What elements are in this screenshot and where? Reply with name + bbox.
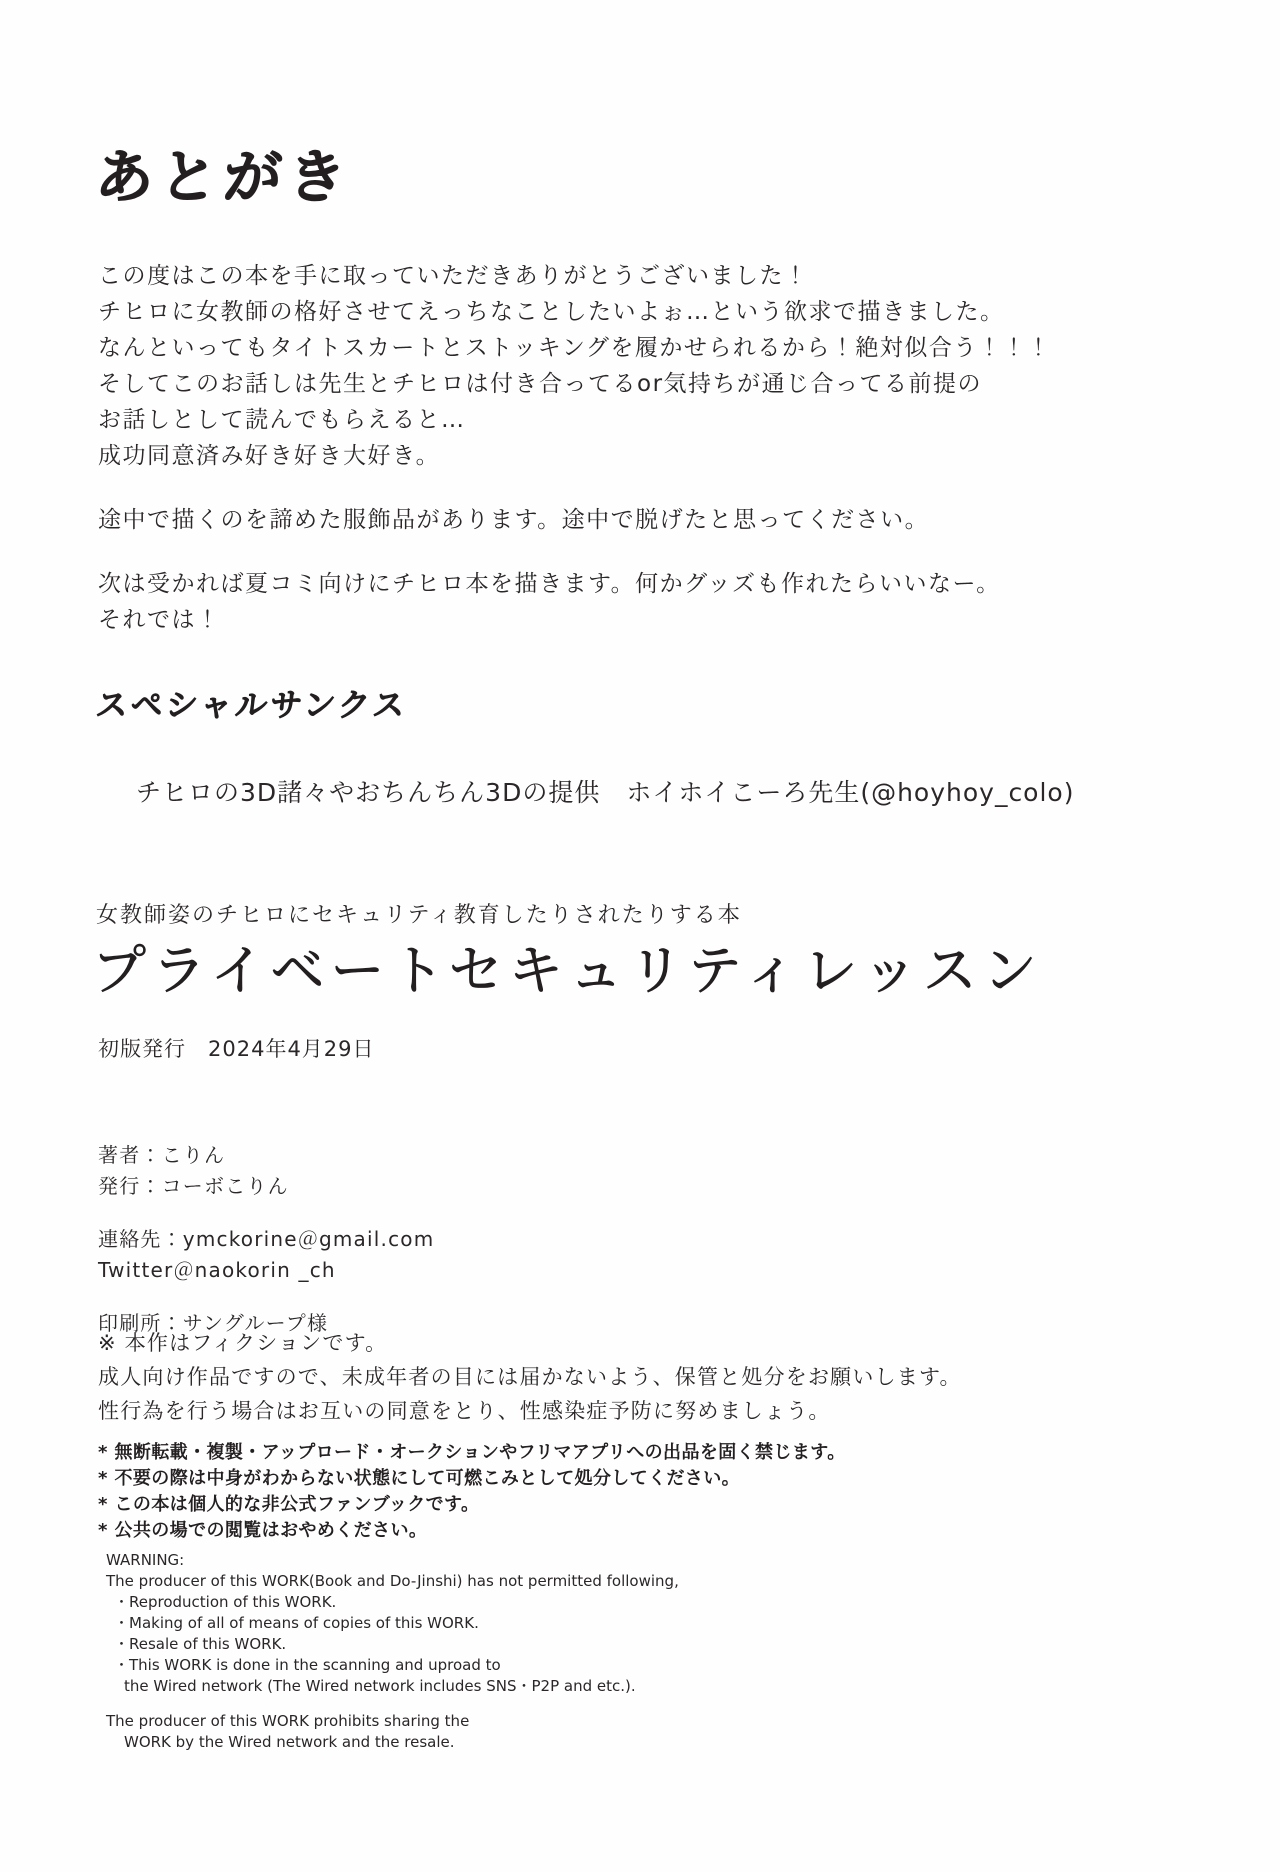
paragraph-spacer [98, 538, 1118, 566]
credit-author: 著者：こりん [98, 1143, 226, 1167]
afterword-line: それでは！ [98, 607, 221, 633]
notice-line: ※ 本作はフィクションです。 [98, 1331, 388, 1355]
credits-spacer [98, 1286, 998, 1308]
warning-item-continuation: the Wired network (The Wired network includes SNS・P2P and etc.). [124, 1677, 636, 1695]
afterword-line: チヒロに女教師の格好させてえっちなことしたいよぉ…という欲求で描きました。 [98, 299, 1005, 325]
warning-lead: The producer of this WORK(Book and Do-Jinshi) has not permitted following, [106, 1572, 679, 1590]
prohibition-item: * 無断転載・複製・アップロード・オークションやフリマアプリへの出品を固く禁じます。 [98, 1442, 846, 1463]
paragraph-spacer [98, 474, 1118, 502]
colophon-publication-date: 初版発行 2024年4月29日 [98, 1037, 375, 1061]
afterword-line: この度はこの本を手に取っていただきありがとうございました！ [98, 263, 809, 289]
special-thanks-heading: スペシャルサンクス [94, 686, 410, 724]
warning-closing-line: WORK by the Wired network and the resale. [124, 1733, 455, 1751]
warning-item: ・Making of all of means of copies of this WORK. [114, 1614, 479, 1632]
credit-printer: 印刷所：サングループ様 [98, 1311, 329, 1335]
afterword-body [98, 258, 1118, 638]
notice-line: 性行為を行う場合はお互いの同意をとり、性感染症予防に努めましょう。 [98, 1399, 831, 1423]
afterword-line: お話しとして読んでもらえると… [98, 407, 466, 433]
colophon-subtitle: 女教師姿のチヒロにセキュリティ教育したりされたりする本 [96, 903, 742, 928]
credit-email: 連絡先：ymckorine＠gmail.com [98, 1227, 435, 1251]
warning-spacer [106, 1697, 906, 1711]
afterword-heading: あとがき [93, 143, 355, 211]
colophon-credits [98, 1140, 998, 1339]
fiction-notice [98, 1326, 1098, 1428]
afterword-line: そしてこのお話しは先生とチヒロは付き合ってるor気持ちが通じ合ってる前提の [98, 371, 983, 397]
credit-twitter: Twitter＠naokorin _ch [98, 1258, 336, 1282]
afterword-line: 成功同意済み好き好き大好き。 [98, 443, 441, 469]
credits-spacer [98, 1202, 998, 1224]
colophon-title: プライベートセキュリティレッスン [92, 939, 1043, 1002]
prohibition-item: * この本は個人的な非公式ファンブックです。 [98, 1494, 480, 1515]
warning-item: ・This WORK is done in the scanning and uproad to [114, 1656, 501, 1674]
warning-closing-line: The producer of this WORK prohibits sharing the [106, 1712, 470, 1730]
afterword-line: なんといってもタイトスカートとストッキングを履かせられるから！絶対似合う！！！ [98, 335, 1052, 361]
warning-item: ・Resale of this WORK. [114, 1635, 287, 1653]
warning-item: ・Reproduction of this WORK. [114, 1593, 337, 1611]
afterword-line: 次は受かれば夏コミ向けにチヒロ本を描きます。何かグッズも作れたらいいなー。 [98, 571, 1001, 597]
special-thanks-credit: チヒロの3D諸々やおちんちん3Dの提供 ホイホイこーろ先生(@hoyhoy_colo) [136, 778, 1075, 807]
english-warning-block [106, 1550, 906, 1753]
prohibition-item: * 不要の際は中身がわからない状態にして可燃こみとして処分してください。 [98, 1468, 741, 1489]
prohibitions-list [98, 1440, 1058, 1544]
notice-line: 成人向け作品ですので、未成年者の目には届かないよう、保管と処分をお願いします。 [98, 1365, 962, 1389]
prohibition-item: * 公共の場での閲覧はおやめください。 [98, 1520, 428, 1541]
warning-title: WARNING: [106, 1551, 185, 1569]
credit-publisher: 発行：コーボこりん [98, 1174, 289, 1198]
afterword-line: 途中で描くのを諦めた服飾品があります。途中で脱げたと思ってください。 [98, 507, 930, 533]
